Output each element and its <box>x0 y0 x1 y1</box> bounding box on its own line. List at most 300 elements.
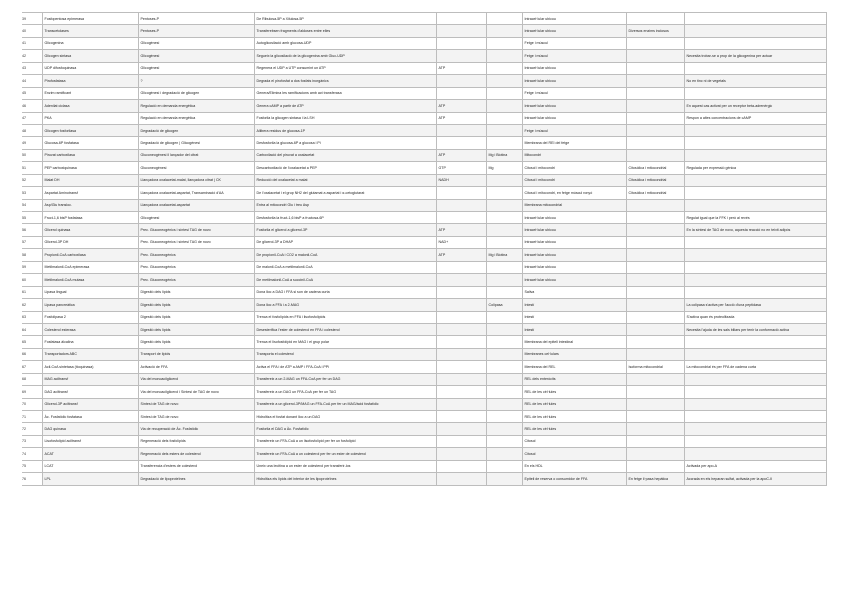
reaction-cell: Transferebsen fragments d'aldoses entre elles <box>254 25 436 37</box>
notes-cell: En la síntesi de TAG de novo, aquesta reacció no en teixit adipós <box>684 224 826 236</box>
notes-cell: Necesita l'ajuda de les sals biliars per tenir la conformació activa <box>684 323 826 335</box>
isoforms-cell <box>626 62 684 74</box>
row-number-cell: 76 <box>22 473 42 485</box>
table-row <box>22 75 826 87</box>
pathway-cell: Prec. Gluconeogènics <box>138 261 254 273</box>
notes-cell <box>684 398 826 410</box>
enzyme-name-cell: Fosfopentosa epimerasa <box>42 13 138 25</box>
location-cell: Citosol <box>522 435 626 447</box>
pathway-cell: Gluconeogènesi <box>138 162 254 174</box>
enzyme-name-cell: Transportadors ABC <box>42 348 138 360</box>
table-row <box>22 137 826 149</box>
table-row <box>22 124 826 136</box>
location-cell: Fetge i múscul <box>522 50 626 62</box>
pathway-cell: ? <box>138 75 254 87</box>
enzyme-name-cell: ACAT <box>42 448 138 460</box>
isoforms-cell: Citosòlica i mitocondrial <box>626 174 684 186</box>
notes-cell <box>684 199 826 211</box>
row-number-cell: 41 <box>22 37 42 49</box>
location-cell: Intestí <box>522 311 626 323</box>
notes-cell: La mitocondrial és per FFA de cadena curta <box>684 361 826 373</box>
reaction-cell: Uneix una lecitina a un ester de colesterol per transferir-los <box>254 460 436 472</box>
notes-cell <box>684 25 826 37</box>
enzyme-name-cell: Malat DH <box>42 174 138 186</box>
table-row <box>22 199 826 211</box>
isoforms-cell <box>626 37 684 49</box>
isoforms-cell <box>626 87 684 99</box>
metal-cofactor-cell <box>486 361 522 373</box>
pathway-cell: Via de recuperació de Àc. Fosfatídic <box>138 423 254 435</box>
isoforms-cell <box>626 100 684 112</box>
metal-cofactor-cell <box>486 112 522 124</box>
table-row <box>22 162 826 174</box>
isoforms-cell <box>626 75 684 87</box>
isoforms-cell <box>626 323 684 335</box>
pathway-cell: Síntesi de TAG de novo <box>138 411 254 423</box>
reaction-cell: De glicerol-3P a DHAP <box>254 236 436 248</box>
isoforms-cell <box>626 386 684 398</box>
table-row <box>22 236 826 248</box>
row-number-cell: 50 <box>22 149 42 161</box>
cofactor-cell <box>436 286 486 298</box>
metal-cofactor-cell <box>486 386 522 398</box>
cofactor-cell: ATP <box>436 149 486 161</box>
notes-cell <box>684 149 826 161</box>
location-cell: Intracel·lular ubicou <box>522 224 626 236</box>
cofactor-cell <box>436 411 486 423</box>
row-number-cell: 66 <box>22 348 42 360</box>
pathway-cell: Digestió dels lípids <box>138 336 254 348</box>
isoforms-cell <box>626 460 684 472</box>
table-row <box>22 261 826 273</box>
reaction-cell: Hidrolitza els lípids del interior de les lipoproteïnes <box>254 473 436 485</box>
notes-cell <box>684 348 826 360</box>
cofactor-cell <box>436 423 486 435</box>
reaction-cell: Desfosforila la glucosa-6P a glucosa i Pi <box>254 137 436 149</box>
row-number-cell: 49 <box>22 137 42 149</box>
metal-cofactor-cell <box>486 274 522 286</box>
metal-cofactor-cell <box>486 75 522 87</box>
location-cell: Intracel·lular ubicou <box>522 25 626 37</box>
row-number-cell: 67 <box>22 361 42 373</box>
pathway-cell: Digestió dels lípids <box>138 323 254 335</box>
pathway-cell: Via del monoacilglicerol i Síntesi de TAG de novo <box>138 386 254 398</box>
isoforms-cell <box>626 423 684 435</box>
reaction-cell: Regenera el UDP a UTP consumint un ATP <box>254 62 436 74</box>
location-cell: Intracel·lular ubicou <box>522 62 626 74</box>
isoforms-cell <box>626 137 684 149</box>
location-cell: Membrana del REI del fetge <box>522 137 626 149</box>
isoforms-cell <box>626 199 684 211</box>
notes-cell: Respon a altes concentracions de cAMP <box>684 112 826 124</box>
pathway-cell: Glicogènesi <box>138 37 254 49</box>
reaction-cell: Trenca el lisofosfolípid en MAG i el grup polar <box>254 336 436 348</box>
table-row <box>22 411 826 423</box>
row-number-cell: 53 <box>22 187 42 199</box>
row-number-cell: 74 <box>22 448 42 460</box>
cofactor-cell <box>436 137 486 149</box>
table-row <box>22 386 826 398</box>
notes-cell <box>684 373 826 385</box>
location-cell: Membrana del epiteli intestinal <box>522 336 626 348</box>
reaction-cell: De Ribulosa-5P a Xilulosa-5P <box>254 13 436 25</box>
table-row <box>22 274 826 286</box>
pathway-cell: Prec. Gluconeogènics <box>138 274 254 286</box>
reaction-cell: Descarboxilació de l'oxalacetat a PEP <box>254 162 436 174</box>
table-row <box>22 112 826 124</box>
row-number-cell: 75 <box>22 460 42 472</box>
metal-cofactor-cell <box>486 448 522 460</box>
location-cell: Mitocondri <box>522 149 626 161</box>
table-row <box>22 373 826 385</box>
enzyme-name-cell: Lisofosfolípid aciltransf <box>42 435 138 447</box>
pathway-cell: Digestió dels lípids <box>138 286 254 298</box>
pathway-cell: Degradació de glicogen <box>138 124 254 136</box>
table-row <box>22 224 826 236</box>
notes-cell: No en tinc ni de vegetals <box>684 75 826 87</box>
isoforms-cell <box>626 274 684 286</box>
cofactor-cell <box>436 336 486 348</box>
reaction-cell: Hidrolitza el fosfat donant lloc a un DAG <box>254 411 436 423</box>
metal-cofactor-cell <box>486 348 522 360</box>
table-row <box>22 323 826 335</box>
enzyme-name-cell: Metilmalonil-CoA mutasa <box>42 274 138 286</box>
row-number-cell: 71 <box>22 411 42 423</box>
notes-cell <box>684 236 826 248</box>
table-row <box>22 50 826 62</box>
cofactor-cell <box>436 13 486 25</box>
isoforms-cell: Isoforma mitocondrial <box>626 361 684 373</box>
pathway-cell: Transferencia d'esters de colesterol <box>138 460 254 472</box>
location-cell: Intracel·lular ubicou <box>522 112 626 124</box>
metal-cofactor-cell <box>486 25 522 37</box>
enzyme-name-cell: DAG quinasa <box>42 423 138 435</box>
cofactor-cell: ATP <box>436 100 486 112</box>
location-cell: Fetge i múscul <box>522 87 626 99</box>
cofactor-cell: NAD+ <box>436 236 486 248</box>
pathway-cell: Llançadora oxalacetat-aspartat, Transaminació d'AA <box>138 187 254 199</box>
cofactor-cell <box>436 274 486 286</box>
row-number-cell: 63 <box>22 311 42 323</box>
cofactor-cell <box>436 361 486 373</box>
pathway-cell: Pentoses-P <box>138 25 254 37</box>
pathway-cell: Regulació en demanda energètica <box>138 112 254 124</box>
table-row <box>22 398 826 410</box>
location-cell: Intestí <box>522 299 626 311</box>
reaction-cell: Segueix la glicosilació de la glicogenina amb Gluc-UDP <box>254 50 436 62</box>
table-row <box>22 460 826 472</box>
metal-cofactor-cell <box>486 236 522 248</box>
isoforms-cell <box>626 286 684 298</box>
pathway-cell: Glicogènesi <box>138 50 254 62</box>
table-row <box>22 13 826 25</box>
isoforms-cell <box>626 373 684 385</box>
location-cell: REL de les cèl·lules <box>522 411 626 423</box>
row-number-cell: 42 <box>22 50 42 62</box>
row-number-cell: 51 <box>22 162 42 174</box>
metal-cofactor-cell <box>486 62 522 74</box>
enzyme-name-cell: Fosfolipasa 2 <box>42 311 138 323</box>
row-number-cell: 45 <box>22 87 42 99</box>
cofactor-cell <box>436 199 486 211</box>
cofactor-cell <box>436 373 486 385</box>
row-number-cell: 72 <box>22 423 42 435</box>
pathway-cell: Síntesi de TAG de novo <box>138 398 254 410</box>
location-cell: Intracel·lular ubicou <box>522 274 626 286</box>
pathway-cell: Prec. Gluconeogènics <box>138 249 254 261</box>
isoforms-cell <box>626 411 684 423</box>
isoforms-cell <box>626 348 684 360</box>
notes-cell <box>684 435 826 447</box>
pathway-cell: Regeneració dels fosfolípids <box>138 435 254 447</box>
table-row <box>22 212 826 224</box>
notes-cell: Regulada per expressió gènica <box>684 162 826 174</box>
cofactor-cell <box>436 398 486 410</box>
notes-cell: Accrada en els heparan sulfat, activada per la apoC-II <box>684 473 826 485</box>
row-number-cell: 57 <box>22 236 42 248</box>
isoforms-cell <box>626 311 684 323</box>
row-number-cell: 55 <box>22 212 42 224</box>
enzyme-name-cell: Lipasa lingual <box>42 286 138 298</box>
metal-cofactor-cell <box>486 37 522 49</box>
metal-cofactor-cell: Mg <box>486 162 522 174</box>
row-number-cell: 52 <box>22 174 42 186</box>
notes-cell <box>684 124 826 136</box>
enzyme-name-cell: Metilmalonil-CoA epimerasa <box>42 261 138 273</box>
location-cell: Intracel·lular ubicou <box>522 100 626 112</box>
metal-cofactor-cell <box>486 398 522 410</box>
isoforms-cell <box>626 124 684 136</box>
metal-cofactor-cell <box>486 13 522 25</box>
cofactor-cell <box>436 460 486 472</box>
row-number-cell: 48 <box>22 124 42 136</box>
location-cell: REL de les cèl·lules <box>522 423 626 435</box>
cofactor-cell <box>436 448 486 460</box>
reaction-cell: De propionil-CoA i CO2 a malonil-CoA <box>254 249 436 261</box>
isoforms-cell: Citosòlica i mitocondrial <box>626 162 684 174</box>
table-row <box>22 336 826 348</box>
row-number-cell: 62 <box>22 299 42 311</box>
notes-cell: Necesita trobar-se a prop de la glicogenina per actuar <box>684 50 826 62</box>
enzyme-name-cell: MAG aciltransf <box>42 373 138 385</box>
metal-cofactor-cell <box>486 187 522 199</box>
reaction-cell: Genera cAMP a partir de ATP <box>254 100 436 112</box>
enzyme-name-cell: LCAT <box>42 460 138 472</box>
notes-cell <box>684 336 826 348</box>
cofactor-cell: GTP <box>436 162 486 174</box>
cofactor-cell <box>436 50 486 62</box>
notes-cell <box>684 423 826 435</box>
table-row <box>22 348 826 360</box>
cofactor-cell <box>436 473 486 485</box>
cofactor-cell <box>436 299 486 311</box>
enzyme-name-cell: Glicogen sintasa <box>42 50 138 62</box>
table-row <box>22 435 826 447</box>
cofactor-cell <box>436 187 486 199</box>
metal-cofactor-cell <box>486 323 522 335</box>
isoforms-cell: En fetge il·pasa hepàtica <box>626 473 684 485</box>
reaction-cell: De malonil-CoA a metilmalonil-CoA <box>254 261 436 273</box>
isoforms-cell <box>626 435 684 447</box>
notes-cell <box>684 62 826 74</box>
enzyme-name-cell: Acil-CoA sintetasa (tioquinasa) <box>42 361 138 373</box>
pathway-cell: Pentoses-P <box>138 13 254 25</box>
notes-cell <box>684 137 826 149</box>
metal-cofactor-cell <box>486 473 522 485</box>
reaction-cell: Transfereix a un 2-MAG un FFA-CoA per fer un DAG <box>254 373 436 385</box>
row-number-cell: 43 <box>22 62 42 74</box>
table-row <box>22 299 826 311</box>
reaction-cell: Genera/Elimina les ramificacions amb act transferasa <box>254 87 436 99</box>
pathway-cell: Llançadora oxalacetat-malat, llançadora citrat | CK <box>138 174 254 186</box>
notes-cell: S'activa quan és proteolitzada <box>684 311 826 323</box>
location-cell: Citosol i mitocondri <box>522 162 626 174</box>
pathway-cell: Gluconeogènesi il lançador del citrat <box>138 149 254 161</box>
metal-cofactor-cell: Mg i Biotina <box>486 249 522 261</box>
table-row <box>22 87 826 99</box>
reaction-cell: Activa el FFA i de ATP a AMP i FFA-CoA i PPi <box>254 361 436 373</box>
location-cell: Saliva <box>522 286 626 298</box>
isoforms-cell: Citosòlica i mitocondrial <box>626 187 684 199</box>
isoforms-cell: Diversos enzims inclosos <box>626 25 684 37</box>
isoforms-cell <box>626 149 684 161</box>
table-row <box>22 311 826 323</box>
enzyme-name-cell: Àc. Fosfatídic fosfatasa <box>42 411 138 423</box>
table-row <box>22 249 826 261</box>
row-number-cell: 54 <box>22 199 42 211</box>
notes-cell <box>684 13 826 25</box>
enzyme-name-cell: LPL <box>42 473 138 485</box>
enzyme-name-cell: PKA <box>42 112 138 124</box>
location-cell: Intracel·lular ubicou <box>522 249 626 261</box>
reaction-cell: Desfosforila la fruct-1,6 bisP a fructosa-6P <box>254 212 436 224</box>
row-number-cell: 68 <box>22 373 42 385</box>
table-row <box>22 100 826 112</box>
row-number-cell: 73 <box>22 435 42 447</box>
metal-cofactor-cell <box>486 435 522 447</box>
isoforms-cell <box>626 13 684 25</box>
cofactor-cell: ATP <box>436 249 486 261</box>
isoforms-cell <box>626 261 684 273</box>
reaction-cell: Carboxilació del piruvat a oxalacetat <box>254 149 436 161</box>
isoforms-cell <box>626 212 684 224</box>
metal-cofactor-cell <box>486 100 522 112</box>
cofactor-cell <box>436 124 486 136</box>
metal-cofactor-cell <box>486 373 522 385</box>
cofactor-cell: NADH <box>436 174 486 186</box>
pathway-cell: Digestió dels lípids <box>138 311 254 323</box>
enzyme-name-cell: Glicerol-3P DH <box>42 236 138 248</box>
reaction-cell: Dona lloc a DAG i FFA si son de cadena curta <box>254 286 436 298</box>
table-row <box>22 448 826 460</box>
row-number-cell: 58 <box>22 249 42 261</box>
cofactor-cell <box>436 435 486 447</box>
enzyme-name-cell: Asp/Glu transloc. <box>42 199 138 211</box>
cofactor-cell <box>436 37 486 49</box>
pathway-cell: Via del monoacilglicerol <box>138 373 254 385</box>
notes-cell <box>684 37 826 49</box>
location-cell: Citosol i mitocondri, en fetge múscul ronyó <box>522 187 626 199</box>
enzyme-name-cell: Propionil-CoA carboxilasa <box>42 249 138 261</box>
metal-cofactor-cell <box>486 224 522 236</box>
table-row <box>22 149 826 161</box>
notes-cell <box>684 249 826 261</box>
pathway-cell: Degradació de lipoproteïnes <box>138 473 254 485</box>
table-row <box>22 423 826 435</box>
isoforms-cell <box>626 249 684 261</box>
table-row <box>22 286 826 298</box>
cofactor-cell <box>436 348 486 360</box>
enzyme-name-cell: Glicogenina <box>42 37 138 49</box>
enzyme-name-cell: Glicerol quinasa <box>42 224 138 236</box>
reaction-cell: Transporta el colesterol <box>254 348 436 360</box>
table-row <box>22 174 826 186</box>
isoforms-cell <box>626 398 684 410</box>
enzyme-name-cell: Pirofosfatasa <box>42 75 138 87</box>
row-number-cell: 39 <box>22 13 42 25</box>
location-cell: Fetge i múscul <box>522 37 626 49</box>
location-cell: Intracel·lular ubicou <box>522 212 626 224</box>
location-cell: Intracel·lular ubicou <box>522 236 626 248</box>
reaction-cell: Transfereix un FFA-CoA a un lisofosfolípid per fer un fosfolípid <box>254 435 436 447</box>
table-row <box>22 25 826 37</box>
enzyme-name-cell: Fosfatasa àlcalina <box>42 336 138 348</box>
location-cell: REL de les cèl·lules <box>522 398 626 410</box>
enzyme-name-cell: Glucosa-6P fosfatasa <box>42 137 138 149</box>
reaction-cell: Trenca el fosfolípids en FFA i lisofosfolípids <box>254 311 436 323</box>
pathway-cell: Glicogènesi <box>138 212 254 224</box>
metal-cofactor-cell <box>486 174 522 186</box>
enzyme-name-cell: Aspartat Aminotransf <box>42 187 138 199</box>
reaction-cell: Desesterifica l'ester de colesterol en FFA i colesterol <box>254 323 436 335</box>
notes-cell: En aquest cas activat per un receptor beta-adrenèrgic <box>684 100 826 112</box>
pathway-cell: Activació de FFA <box>138 361 254 373</box>
notes-cell <box>684 261 826 273</box>
enzyme-name-cell: Glicerol-3P aciltransf <box>42 398 138 410</box>
metal-cofactor-cell <box>486 212 522 224</box>
pathway-cell: Digestió dels lípids <box>138 299 254 311</box>
reaction-cell: Degrada el pirofosfat a dos fosfats inorgànics <box>254 75 436 87</box>
cofactor-cell <box>436 75 486 87</box>
row-number-cell: 69 <box>22 386 42 398</box>
row-number-cell: 60 <box>22 274 42 286</box>
enzyme-name-cell: UDP difosfoquinasa <box>42 62 138 74</box>
enzyme-name-cell: PEP carboxiquinasa <box>42 162 138 174</box>
location-cell: REL de les cèl·lules <box>522 386 626 398</box>
metal-cofactor-cell <box>486 423 522 435</box>
pathway-cell: Prec. Gluconeogènics i síntesi TAG de novo <box>138 236 254 248</box>
isoforms-cell <box>626 236 684 248</box>
table-row <box>22 361 826 373</box>
enzyme-name-cell: Colesterol esterasa <box>42 323 138 335</box>
reaction-cell: Fosforila el DAG a Àc. Fosfatídic <box>254 423 436 435</box>
reaction-cell: Autoglicosilació amb glucosa-UDP <box>254 37 436 49</box>
location-cell: REL dels enteròcits <box>522 373 626 385</box>
reaction-cell: Transfereix un FFA-CoA a un colesterol per fer un ester de colesterol <box>254 448 436 460</box>
metal-cofactor-cell <box>486 199 522 211</box>
reaction-cell: Fosforila el glicerol a glicerol-3P <box>254 224 436 236</box>
row-number-cell: 64 <box>22 323 42 335</box>
notes-cell <box>684 448 826 460</box>
pathway-cell: Glicogènesi i degradació de glicogen <box>138 87 254 99</box>
enzyme-name-cell: Lipasa pancreàtica <box>42 299 138 311</box>
enzyme-name-cell: Enzim ramificant <box>42 87 138 99</box>
notes-cell <box>684 411 826 423</box>
enzyme-name-cell: Fruct-1,6 bisP fosfatasa <box>42 212 138 224</box>
metal-cofactor-cell <box>486 50 522 62</box>
location-cell: Intestí <box>522 323 626 335</box>
metal-cofactor-cell <box>486 124 522 136</box>
